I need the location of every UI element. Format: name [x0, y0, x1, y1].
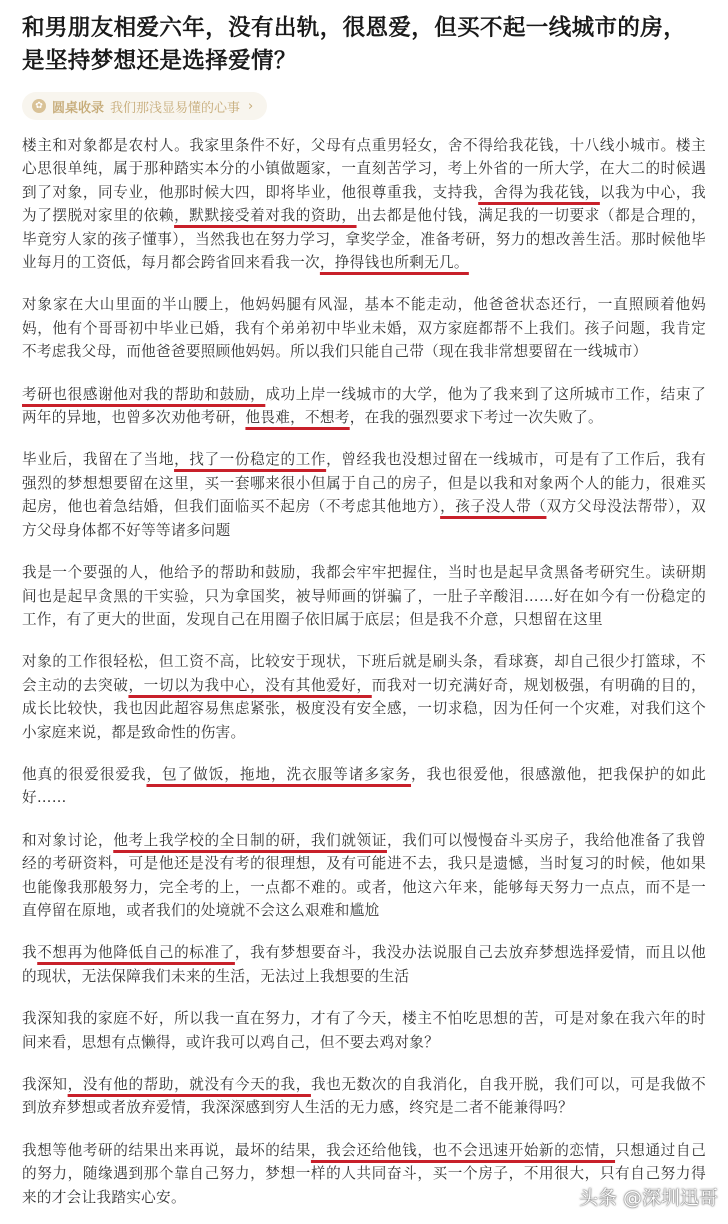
- highlighted-text: ，找了一份稳定的工作: [174, 451, 327, 469]
- collection-tag[interactable]: [22, 92, 267, 120]
- text-segment: ，我也很爱他，很感激他，把我保护的如此好……: [22, 765, 706, 807]
- text-segment: 我深知: [22, 1076, 68, 1093]
- watermark: 头条 @深圳迅哥: [578, 1187, 718, 1209]
- highlighted-text: ，包了做饭，拖地，洗衣服等诸多家务: [146, 765, 412, 783]
- paragraph: [22, 383, 706, 430]
- text-segment: 我: [22, 944, 38, 962]
- text-segment: 他真的很爱很爱我: [22, 765, 147, 783]
- highlighted-text: ，挣得钱也所剩无几。: [319, 254, 469, 272]
- paragraph: [22, 1073, 706, 1120]
- highlighted-text: ，一切以为我中心，没有其他爱好，: [128, 676, 372, 694]
- article-body: [0, 134, 728, 1209]
- highlighted-text: ，默默接受着对我的资助，: [174, 207, 357, 225]
- paragraph: [22, 763, 706, 810]
- highlighted-text: 他考上我学校的全日制的研，我们就领证: [113, 831, 387, 849]
- text-segment: 而我对一切充满好奇，规划极强，有明确的目的，成长比较快，我也因此超容易焦虑紧张，极度没有安全感，一切求稳，因为任何一个灾难，对我们这个小家庭来说，都是致命性的伤害。: [22, 676, 706, 741]
- text-segment: 楼主和对象都是农村人。我家里条件不好，父母有点重男轻女，舍不得给我花钱，十八线小城市。楼主心思很单纯，属于那种踏实本分的小镇做题家，一直刻苦学习，考上外省的一所大学，在大二的时候遇到了对象，同专业，他那时候大四，即将毕业，他很尊重我，支持我: [22, 137, 706, 201]
- collection-name: 我们那浅显易懂的心事: [110, 100, 241, 116]
- text-segment: 我是一个要强的人，他给予的帮助和鼓励，我都会牢牢把握住，当时也是起早贪黑备考研究生。读研期间也是起早贪黑的干实验，只为拿国奖，被导师画的饼骗了，一肚子辛酸泪……好在如今有一份稳定的工作，有了更大的世面，发现自己在用圈子依旧属于底层；但是我不介意，只想留在这里: [22, 564, 706, 628]
- highlighted-text: ，没有他的帮助，就没有今天的我，: [67, 1076, 311, 1093]
- text-segment: ，在我的强烈要求下考过一次失败了。: [349, 409, 603, 427]
- paragraph: [22, 293, 706, 363]
- highlighted-text: 他畏难，不想考: [245, 409, 350, 427]
- text-segment: 只想通过自己的努力，随缘遇到那个靠自己努力，梦想一样的人共同奋斗，买一个房子，不用很大，只有自己努力得来的才会让我踏实心安。: [22, 1141, 706, 1206]
- highlighted-text: ，我会还给他钱，也不会迅速开始新的恋情，: [310, 1141, 616, 1159]
- highlighted-text: 不想再为他降低自己的标准了: [37, 944, 235, 962]
- article-title: 和男朋友相爱六年，没有出轨，很恩爱，但买不起一线城市的房，是坚持梦想还是选择爱情？: [22, 15, 687, 74]
- highlighted-text: 考研也很感谢他对我的帮助和鼓励，: [22, 385, 266, 403]
- text-segment: 我也无数次的自我消化，自我开脱，我们可以，可是我做不到放弃梦想或者放弃爱情，我深深感到穷人生活的无力感，终究是二者不能兼得吗？: [22, 1076, 706, 1117]
- text-segment: 对象的工作很轻松，但工资不高，比较安于现状，下班后就是刷头条，看球赛，却自己很少打篮球，不会主动的去突破: [22, 653, 706, 694]
- collection-source: 圆桌收录: [52, 100, 105, 116]
- highlighted-text: ，孩子没人带（: [440, 498, 547, 516]
- paragraph: [22, 829, 706, 923]
- text-segment: 毕业后，我留在了当地: [22, 451, 175, 469]
- paragraph: [22, 448, 706, 542]
- paragraph: [22, 561, 706, 631]
- text-segment: 出去都是他付钱，满足我的一切要求（都是合理的，毕竟穷人家的孩子懂事），当然我也在努力学习，拿奖学金，准备考研，努力的想改善生活。那时候他毕业每月的工资低，每月都会跨省回来看我一次: [22, 207, 706, 272]
- paragraph: [22, 134, 706, 274]
- paragraph: [22, 1007, 706, 1054]
- text-segment: 我想等他考研的结果出来再说，最坏的结果: [22, 1141, 311, 1159]
- text-segment: 以我为中心，我为了摆脱对家里的依赖: [22, 183, 706, 225]
- text-segment: ，曾经我也没想过留在一线城市，可是有了工作后，我有强烈的梦想想要留在这里，买一套哪来很小但属于自己的房子，但是以我和对象两个人的能力，很难买起房，他也着急结婚，但我们面临买不起房（不考虑其他地方）: [22, 451, 706, 516]
- text-segment: 对象家在大山里面的半山腰上，他妈妈腿有风湿，基本不能走动，他爸爸状态还行，一直照顾着他妈妈，他有个哥哥初中毕业已婚，我有个弟弟初中毕业未婚，双方家庭都帮不上我们。孩子问题，我肯定不考虑我父母，而他爸爸要照顾他妈妈。所以我们只能自己带（现在我非常想要留在一线城市）: [22, 296, 706, 361]
- text-segment: ，我们可以慢慢奋斗买房子，我给他准备了我曾经的考研资料，可是他还是没有考的很理想，及有可能进不去，我只是遗憾，当时复习的时候，他如果也能像我那般努力，完全考的上，一点都不难的。或者，他这六年来，能够每天努力一点点，而不是一直停留在原地，或者我们的处境就不会这么艰难和尴尬: [22, 831, 706, 919]
- paragraph: [22, 941, 706, 988]
- text-segment: 双方父母没法帮带），双方父母身体都不好等等诸多问题: [22, 498, 706, 539]
- roundtable-icon: ✿: [32, 99, 46, 113]
- text-segment: ，我有梦想要奋斗，我没办法说服自己去放弃梦想选择爱情，而且以他的现状，无法保障我们未来的生活，无法过上我想要的生活: [22, 944, 706, 985]
- paragraph: [22, 650, 706, 744]
- text-segment: 成功上岸一线城市的大学，他为了我来到了这所城市工作，结束了两年的异地，也曾多次劝他考研，: [22, 385, 706, 427]
- highlighted-text: ，舍得为我花钱，: [478, 183, 600, 201]
- chevron-right-icon: ›: [248, 98, 254, 114]
- text-segment: 和对象讨论，: [22, 831, 114, 849]
- text-segment: 我深知我的家庭不好，所以我一直在努力，才有了今天，楼主不怕吃思想的苦，可是对象在我六年的时间来看，思想有点懒得，或许我可以鸡自己，但不要去鸡对象？: [22, 1010, 706, 1051]
